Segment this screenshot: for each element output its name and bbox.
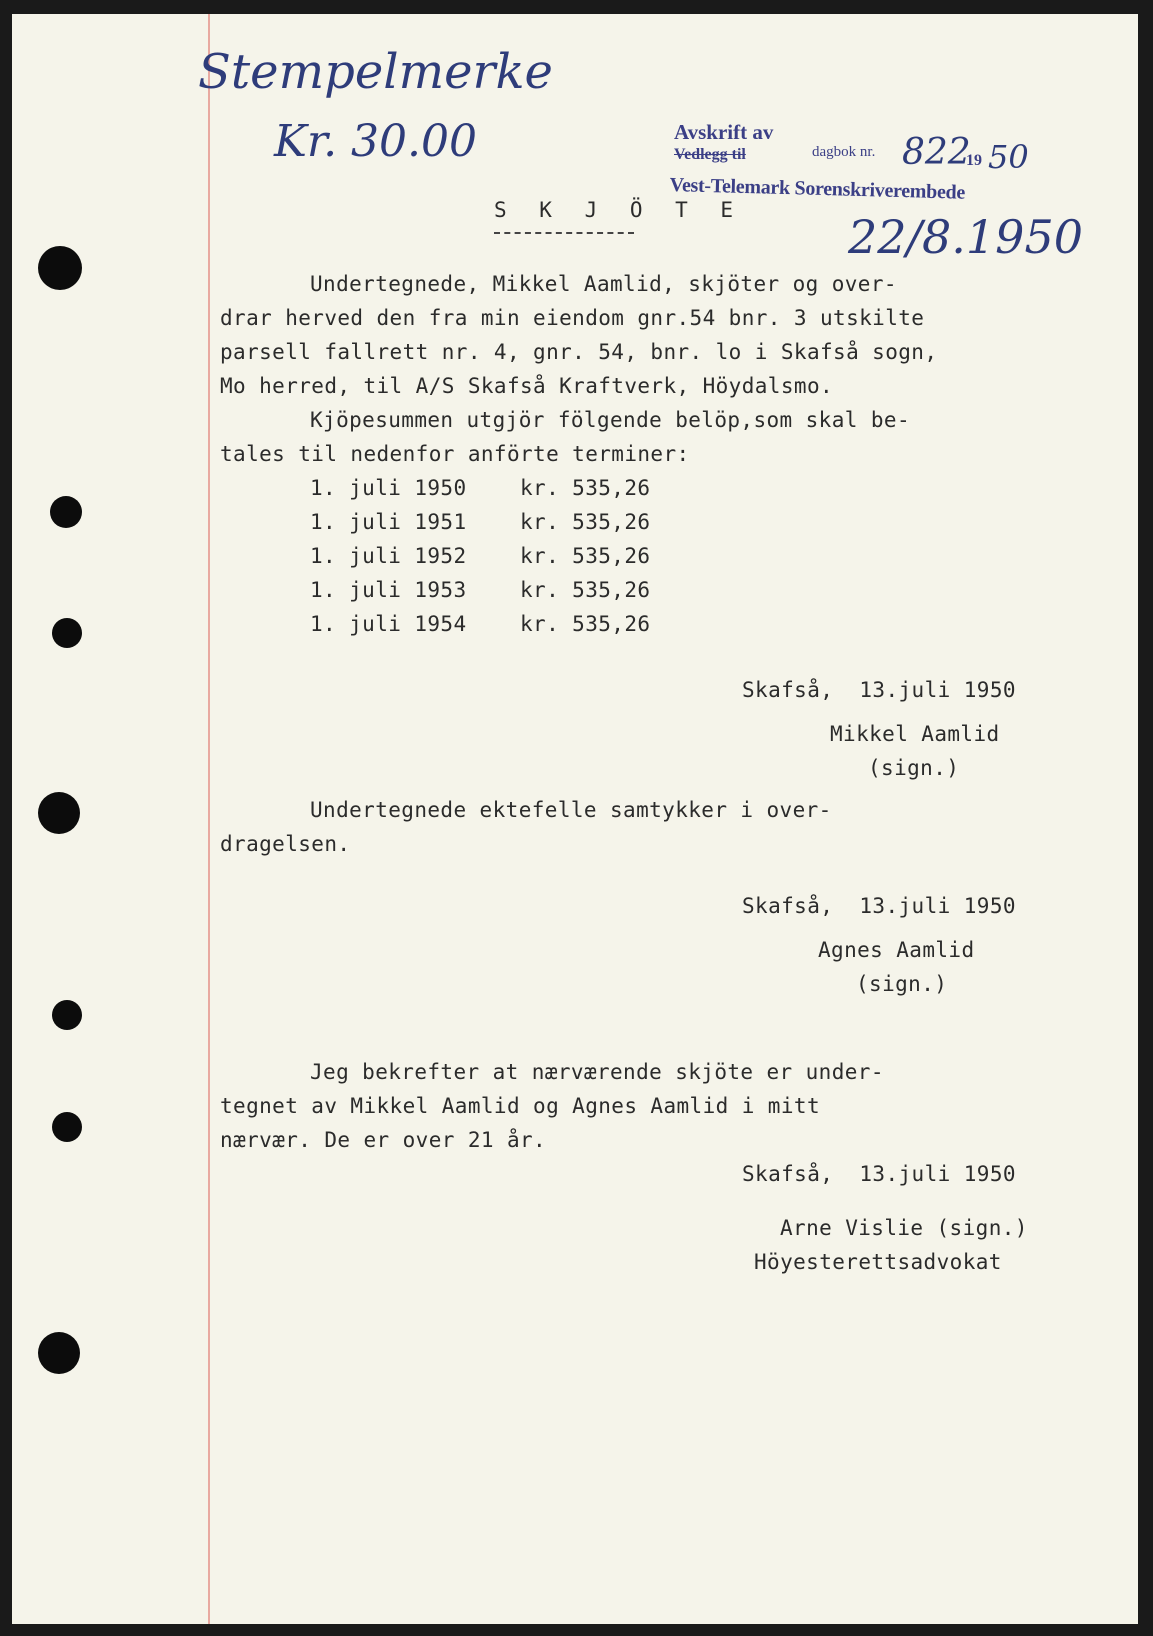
consent-line: Undertegnede ektefelle samtykker i over- — [310, 798, 832, 822]
binder-hole — [52, 618, 82, 648]
signature-place-date: Skafså, 13.juli 1950 — [742, 1162, 1016, 1186]
stamp-line-vedlegg: Vedlegg til — [674, 146, 746, 163]
stamp-line-dagbok: dagbok nr. — [812, 144, 876, 160]
payment-amount: kr. 535,26 — [520, 544, 651, 568]
binder-hole — [38, 1332, 80, 1374]
document-page — [12, 14, 1138, 1624]
payment-date: 1. juli 1954 — [310, 612, 467, 636]
signature-name: Mikkel Aamlid — [830, 722, 1000, 746]
witness-line: tegnet av Mikkel Aamlid og Agnes Aamlid i mitt — [220, 1094, 820, 1118]
payment-amount: kr. 535,26 — [520, 612, 651, 636]
payment-date: 1. juli 1950 — [310, 476, 467, 500]
intro-line: Undertegnede, Mikkel Aamlid, skjöter og over- — [310, 272, 897, 296]
binder-hole — [52, 1112, 82, 1142]
title-underline — [494, 232, 634, 234]
binder-hole — [52, 1000, 82, 1030]
margin-line — [208, 14, 210, 1624]
handwritten-stamp-title: Stempelmerke — [198, 44, 553, 100]
signature-place-date: Skafså, 13.juli 1950 — [742, 894, 1016, 918]
stamp-office: Vest-Telemark Sorenskriverembede — [669, 174, 966, 204]
signature-title: Höyesterettsadvokat — [754, 1250, 1002, 1274]
binder-hole — [38, 246, 82, 290]
payment-date: 1. juli 1952 — [310, 544, 467, 568]
signature-name: Arne Vislie (sign.) — [780, 1216, 1028, 1240]
payment-date: 1. juli 1951 — [310, 510, 467, 534]
handwritten-entry-year: 50 — [988, 138, 1029, 176]
intro-line: Kjöpesummen utgjör fölgende belöp,som skal be- — [310, 408, 910, 432]
stamp-year-prefix: 19 — [966, 152, 982, 169]
signature-place-date: Skafså, 13.juli 1950 — [742, 678, 1016, 702]
payment-amount: kr. 535,26 — [520, 510, 651, 534]
document-title: S K J Ö T E — [494, 198, 744, 222]
handwritten-date: 22/8.1950 — [848, 210, 1083, 264]
handwritten-entry-number: 822 — [902, 132, 971, 173]
intro-line: drar herved den fra min eiendom gnr.54 bnr. 3 utskilte — [220, 306, 925, 330]
payment-amount: kr. 535,26 — [520, 476, 651, 500]
stamp-line-avskrift: Avskrift av — [674, 120, 774, 144]
witness-line: Jeg bekrefter at nærværende skjöte er under- — [310, 1060, 884, 1084]
intro-line: tales til nedenfor anförte terminer: — [220, 442, 690, 466]
payment-date: 1. juli 1953 — [310, 578, 467, 602]
binder-hole — [50, 496, 82, 528]
payment-amount: kr. 535,26 — [520, 578, 651, 602]
signature-name: Agnes Aamlid — [818, 938, 975, 962]
signature-sign: (sign.) — [856, 972, 948, 996]
binder-hole — [38, 792, 80, 834]
witness-line: nærvær. De er over 21 år. — [220, 1128, 547, 1152]
intro-line: parsell fallrett nr. 4, gnr. 54, bnr. lo i Skafså sogn, — [220, 340, 938, 364]
handwritten-stamp-amount: Kr. 30.00 — [274, 116, 478, 167]
consent-line: dragelsen. — [220, 832, 351, 856]
intro-line: Mo herred, til A/S Skafså Kraftverk, Höydalsmo. — [220, 374, 834, 398]
signature-sign: (sign.) — [868, 756, 960, 780]
